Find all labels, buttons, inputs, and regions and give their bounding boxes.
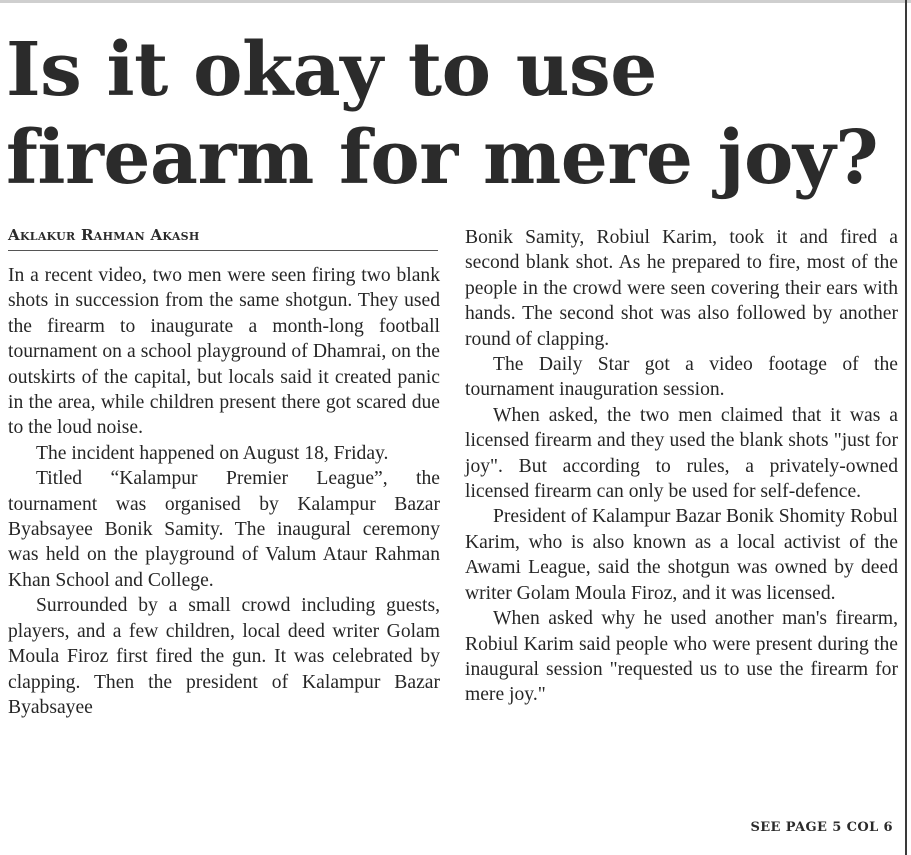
paragraph-7: President of Kalampur Bazar Bonik Shomity Robul Karim, who is also known as a local activist of the Awami League, said the shotgun was owned by deed writer Golam Moula Firoz, and it was licensed. (465, 506, 898, 604)
column-rule (905, 0, 907, 855)
paragraph-5: The Daily Star got a video footage of the tournament inauguration session. (465, 354, 898, 401)
paragraph-6: When asked, the two men claimed that it was a licensed firearm and they used the blank shots "just for joy". But according to rules, a privately-owned licensed firearm can only be used for self-defence. (465, 404, 898, 503)
byline: Aklakur Rahman Akash (8, 226, 438, 251)
article-column-left (8, 263, 440, 720)
headline: Is it okay to use firearm for mere joy? (6, 27, 879, 201)
paragraph-4: Surrounded by a small crowd including guests, players, and a few children, local deed writer Golam Moula Firoz first fired the gun. It was celebrated by clapping. Then the president of Kalampur Bazar Byabsayee (8, 595, 440, 718)
top-rule (0, 0, 911, 3)
article-column-right (465, 225, 898, 708)
continued-on-page-note: SEE PAGE 5 COL 6 (750, 820, 893, 835)
paragraph-3: Titled “Kalampur Premier League”, the tournament was organised by Kalampur Bazar Byabsayee Bonik Samity. The inaugural ceremony was held on the playground of Valum Ataur Rahman Khan School and College. (8, 468, 440, 591)
paragraph-8: When asked why he used another man's firearm, Robiul Karim said people who were present during the inaugural session "requested us to use the firearm for mere joy." (465, 608, 898, 706)
paragraph-4-continued: Bonik Samity, Robiul Karim, took it and fired a second blank shot. As he prepared to fire, most of the people in the crowd were seen covering their ears with hands. The second shot was also followed by another round of clapping. (465, 227, 898, 350)
paragraph-1: In a recent video, two men were seen firing two blank shots in succession from the same shotgun. They used the firearm to inaugurate a month-long football tournament on a school playground of Dhamrai, on the outskirts of the capital, but locals said it created panic in the area, while children present there got scared due to the loud noise. (8, 265, 440, 439)
paragraph-2: The incident happened on August 18, Friday. (36, 442, 389, 464)
